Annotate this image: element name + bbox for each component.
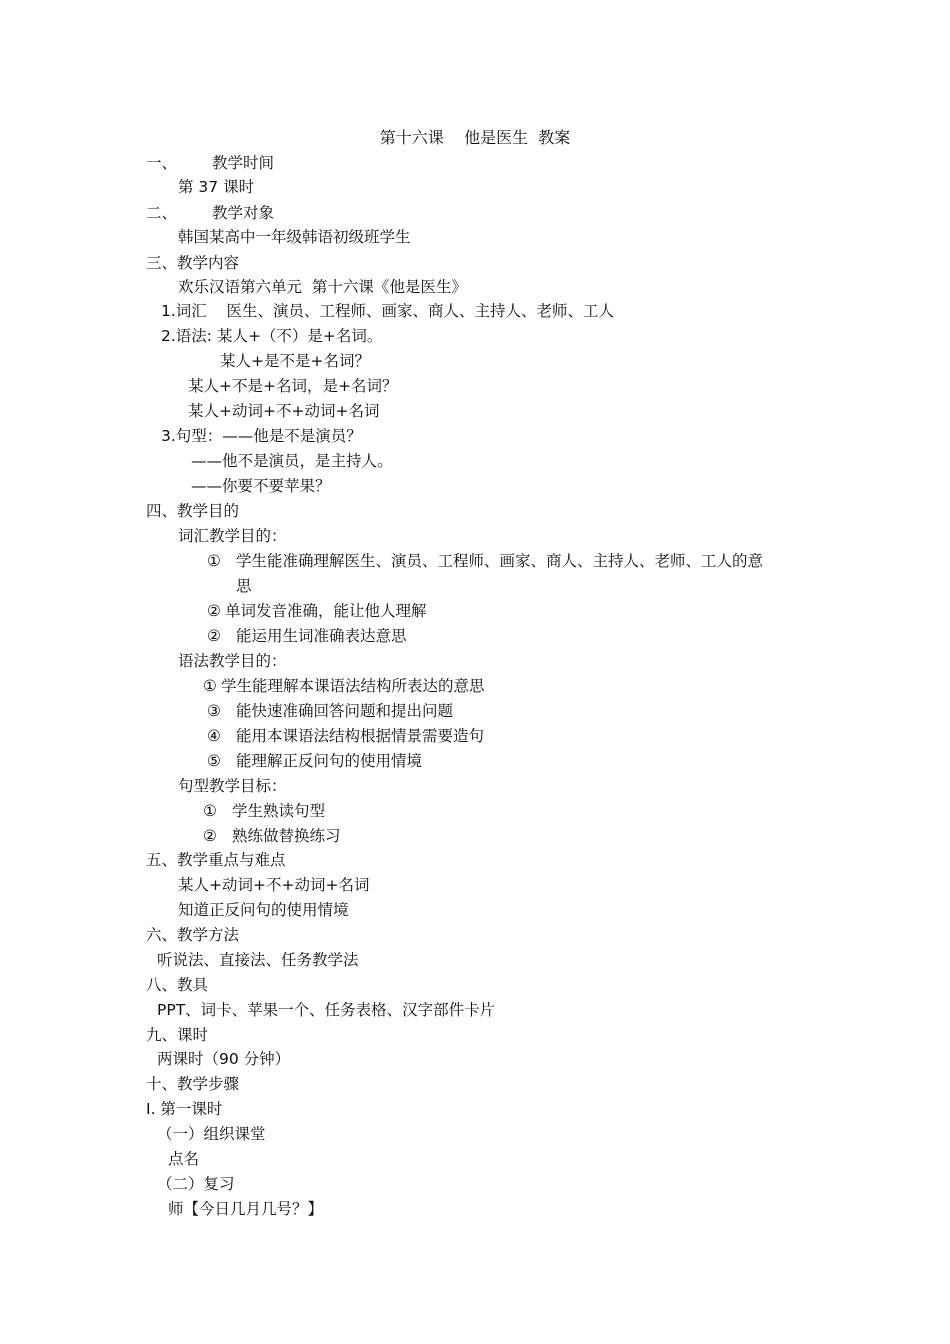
section-6-heading: 六、教学方法 <box>146 926 240 944</box>
list-marker: ② <box>207 602 221 620</box>
grammar-line: 某人+是不是+名词？ <box>220 352 370 370</box>
list-marker: ③ <box>207 702 221 720</box>
subsection-heading: （二）复习 <box>157 1175 235 1193</box>
section-5-line: 知道正反问句的使用情境 <box>178 901 349 919</box>
grammar-line: 某人+不是+名词，是+名词？ <box>188 377 398 395</box>
list-marker: ① <box>203 677 217 695</box>
list-item: 熟练做替换练习 <box>232 827 341 845</box>
list-item: 能快速准确回答问题和提出问题 <box>236 702 454 720</box>
section-5-heading: 五、教学重点与难点 <box>146 851 286 869</box>
pattern-line: 3.句型：——他是不是演员？ <box>161 427 362 445</box>
list-marker: ① <box>207 552 221 570</box>
section-1-heading: 教学时间 <box>212 154 275 172</box>
subsection-heading: （一）组织课堂 <box>157 1125 266 1143</box>
pattern-line: ——他不是演员，是主持人。 <box>191 452 393 470</box>
list-item: 学生能准确理解医生、演员、工程师、画家、商人、主持人、老师、工人的意 <box>236 552 764 570</box>
list-item: 能运用生词准确表达意思 <box>236 627 407 645</box>
list-item: 能理解正反问句的使用情境 <box>236 752 423 770</box>
section-1-number: 一、 <box>146 154 178 172</box>
list-item: 学生熟读句型 <box>232 802 326 820</box>
list-item: 单词发音准确，能让他人理解 <box>225 602 427 620</box>
section-9-heading: 九、课时 <box>146 1026 209 1044</box>
section-3-intro: 欢乐汉语第六单元 第十六课《他是医生》 <box>178 278 467 296</box>
vocab-goal-heading: 词汇教学目的： <box>178 527 287 545</box>
section-10-heading: 十、教学步骤 <box>146 1075 240 1093</box>
section-2-content: 韩国某高中一年级韩语初级班学生 <box>178 228 411 246</box>
list-marker: ① <box>203 802 217 820</box>
list-item: 学生能理解本课语法结构所表达的意思 <box>221 677 485 695</box>
list-item: 能用本课语法结构根据情景需要造句 <box>236 727 485 745</box>
pattern-line: ——你要不要苹果？ <box>191 477 331 495</box>
section-4-heading: 四、教学目的 <box>146 502 240 520</box>
section-6-content: 听说法、直接法、任务教学法 <box>157 951 359 969</box>
section-3-vocab: 1.词汇 医生、演员、工程师、画家、商人、主持人、老师、工人 <box>161 302 614 320</box>
section-9-content: 两课时（90 分钟） <box>157 1050 291 1068</box>
pattern-goal-heading: 句型教学目标： <box>178 777 287 795</box>
section-1-content: 第 37 课时 <box>178 178 255 196</box>
list-marker: ④ <box>207 727 221 745</box>
list-item-continuation: 思 <box>236 577 252 595</box>
list-marker: ② <box>203 827 217 845</box>
list-marker: ⑤ <box>207 752 221 770</box>
section-8-heading: 八、教具 <box>146 976 209 994</box>
section-8-content: PPT、词卡、苹果一个、任务表格、汉字部件卡片 <box>157 1001 496 1019</box>
grammar-line: 2.语法: 某人+（不）是+名词。 <box>161 327 383 345</box>
section-5-line: 某人+动词+不+动词+名词 <box>178 876 370 894</box>
subsection-content: 点名 <box>168 1150 200 1168</box>
document-title: 第十六课 他是医生 教案 <box>379 128 571 147</box>
subsection-content: 师【今日几月几号？】 <box>168 1200 324 1218</box>
section-3-heading: 三、教学内容 <box>146 254 240 272</box>
grammar-line: 某人+动词+不+动词+名词 <box>188 402 380 420</box>
period-heading: Ⅰ. 第一课时 <box>146 1100 223 1118</box>
grammar-goal-heading: 语法教学目的： <box>178 652 287 670</box>
section-2-heading: 教学对象 <box>212 204 275 222</box>
list-marker: ② <box>207 627 221 645</box>
section-2-number: 二、 <box>146 204 178 222</box>
